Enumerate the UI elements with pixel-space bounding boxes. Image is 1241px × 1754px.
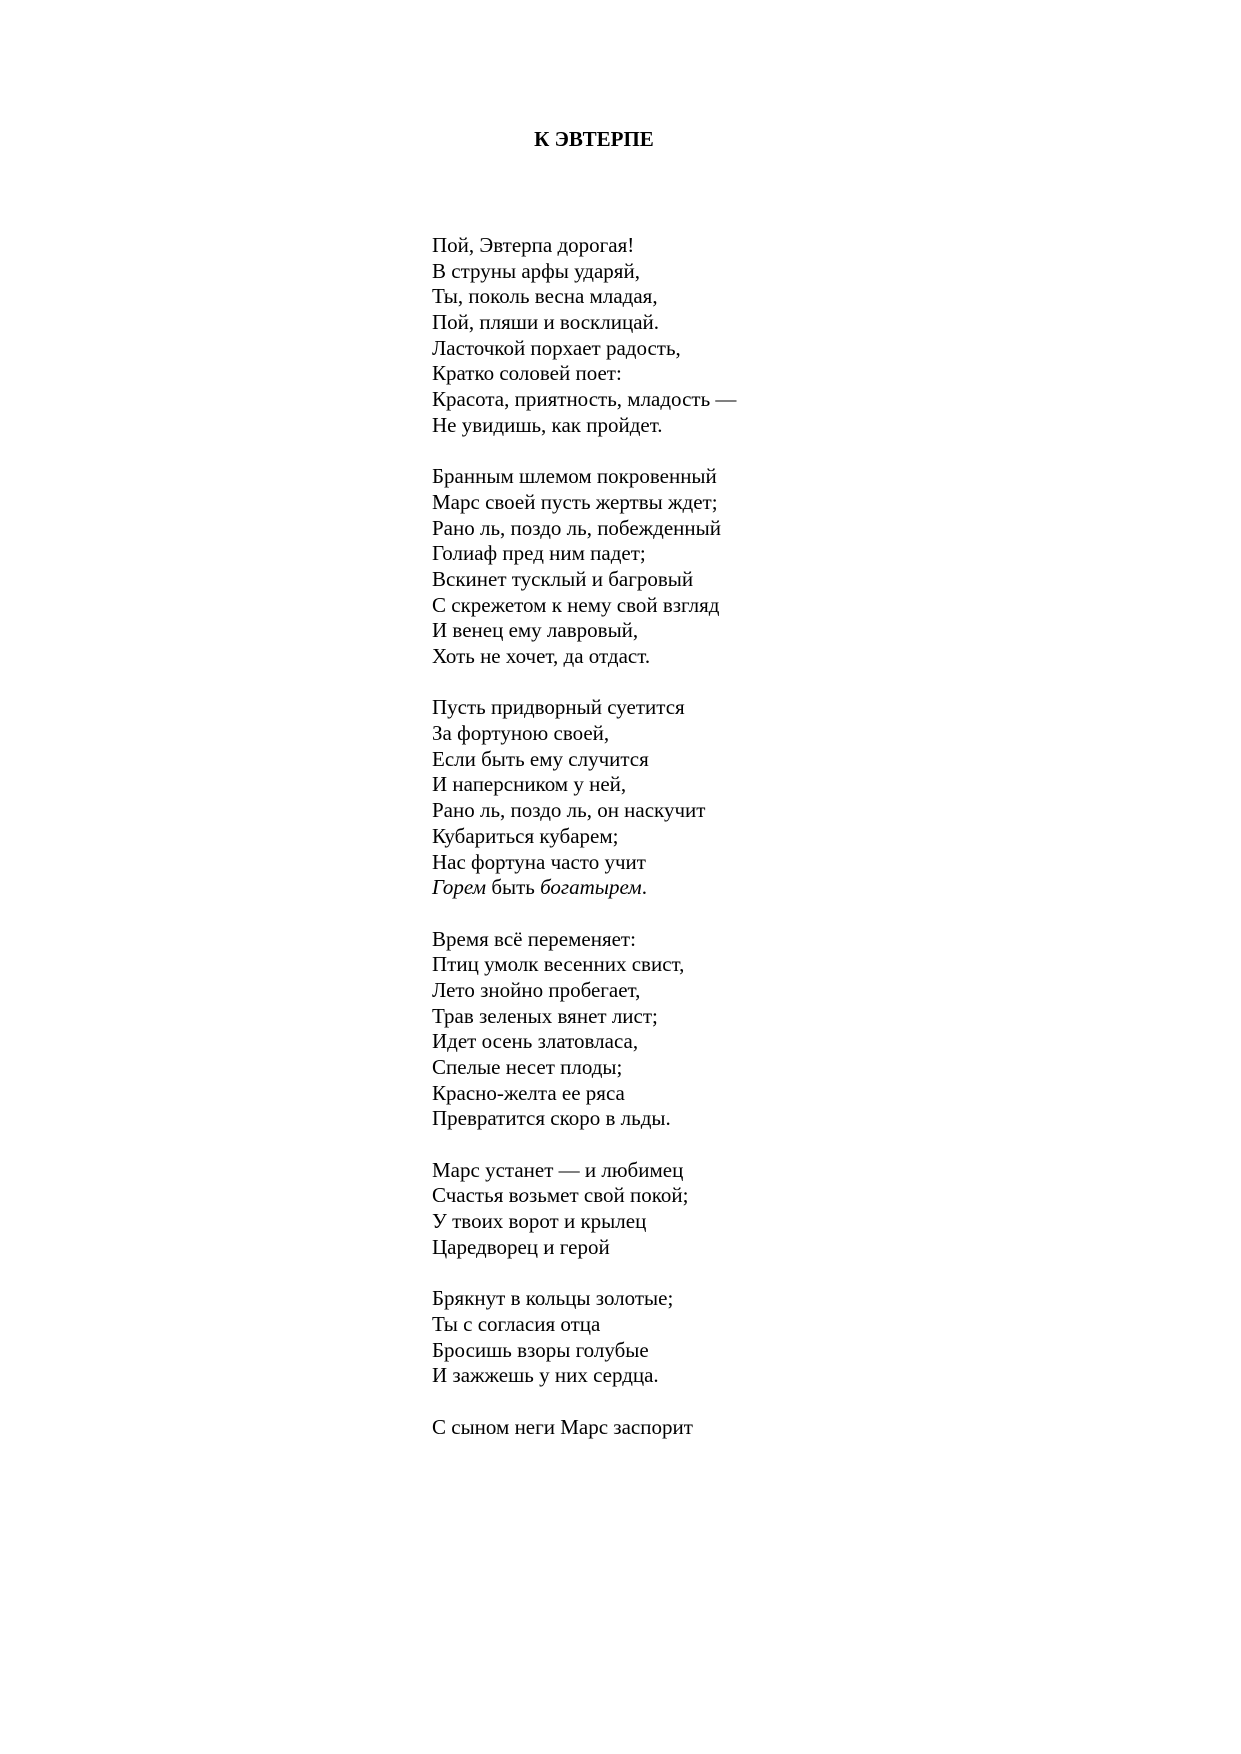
italic-segment: богатырем [540,875,642,900]
line-segment: Счастья в [432,1183,519,1208]
poem-line [432,1183,736,1209]
poem-line: И наперсником у ней, [432,772,627,797]
poem-line: Трав зеленых вянет лист; [432,1003,658,1028]
poem-line: Ты с согласия отца [432,1311,601,1336]
stanza [432,1158,736,1261]
line-segment: быть [486,875,541,900]
poem-title: К ЭВТЕРПЕ [534,127,654,151]
poem-line: Пой, Эвтерпа дорогая! [432,233,635,257]
poem-line: Птиц умолк весенних свист, [432,952,685,977]
poem-line: В струны арфы ударяй, [432,258,640,283]
poem-line: С сыном неги Марс заспорит [432,1414,693,1439]
poem-body [432,233,736,1440]
poem-line: С скрежетом к нему свой взгляд [432,592,720,617]
poem-line: Бранным шлемом покровенный [432,464,717,489]
poem-line: Пой, пляши и восклицай. [432,310,660,335]
poem-line: И зажжешь у них сердца. [432,1363,659,1388]
stanza [432,1415,736,1441]
poem-line: Красно-желта ее ряса [432,1080,625,1105]
stanza [432,464,736,670]
poem-line: Спелые несет плоды; [432,1055,623,1079]
line-segment: зьмет свой покой; [529,1183,689,1208]
stanza [432,695,736,901]
poem-line: Кратко соловей поет: [432,361,622,386]
poem-line: Голиаф пред ним падет; [432,541,646,566]
italic-segment: Горем [432,875,487,900]
poem-line: И венец ему лавровый, [432,618,639,643]
poem-line: Нас фортуна часто учит [432,849,646,874]
poem-line: Брякнут в кольцы золотые; [432,1286,674,1311]
poem-line: Вскинет тусклый и багровый [432,566,694,591]
poem-line: Хоть не хочет, да отдаст. [432,644,651,668]
poem-line: Красота, приятность, младость — [432,387,737,412]
poem-line: Рано ль, поздо ль, он наскучит [432,798,706,823]
poem-line: Лето знойно пробегает, [432,977,641,1002]
poem-line: Бросишь взоры голубые [432,1337,649,1362]
poem-line: Ты, поколь весна младая, [432,284,658,309]
poem-line: Кубариться кубарем; [432,823,619,848]
line-segment: . [641,875,647,900]
poem-line: Марс своей пусть жертвы ждет; [432,489,718,514]
poem-line: Если быть ему случится [432,746,649,771]
poem-line: Не увидишь, как пройдет. [432,412,663,437]
stanza [432,1286,736,1389]
poem-line: Ласточкой порхает радость, [432,335,681,360]
poem-line: Пусть придворный суетится [432,695,685,720]
poem-line: Время всё переменяет: [432,926,636,951]
poem-line: Царедворец и герой [432,1234,610,1259]
poem-line: Идет осень златовласа, [432,1029,639,1054]
italic-segment: о [518,1183,530,1208]
stanza [432,927,736,1133]
poem-line: У твоих ворот и крылец [432,1209,647,1234]
poem-line [432,875,736,901]
poem-line: Рано ль, поздо ль, побежденный [432,515,721,540]
stanza [432,233,736,439]
poem-line: Превратится скоро в льды. [432,1106,671,1131]
poem-line: За фортуною своей, [432,721,610,746]
poem-line: Марс устанет — и любимец [432,1157,684,1182]
